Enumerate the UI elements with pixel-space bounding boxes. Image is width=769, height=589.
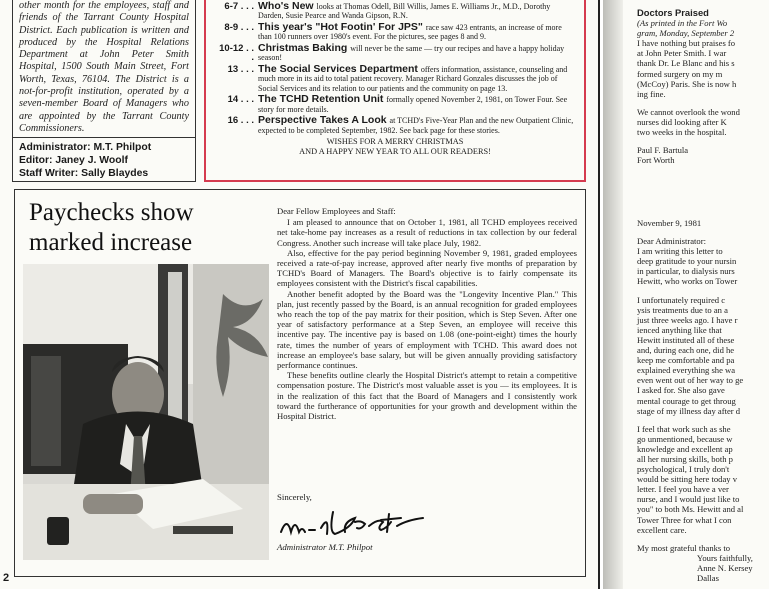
contents-item [214, 65, 576, 93]
administrator-photo [23, 264, 269, 560]
contents-item-body [258, 2, 576, 21]
letter-line: I unfortunately required c [637, 294, 726, 305]
letter-line: Hewitt, who works on Tower [637, 276, 738, 287]
letter-line: I asked for. She also gave [637, 385, 725, 396]
letter-1-signature [637, 145, 769, 165]
greeting-line-2: AND A HAPPY NEW YEAR TO ALL OUR READERS! [299, 147, 491, 156]
contents-item-text: formally opened November 2, 1981, on Tower Four. See story for more details. [258, 95, 568, 114]
letter-line: thank Dr. Le Blanc and his s [637, 58, 735, 69]
letter-line: letter. I feel you have a ver [637, 484, 729, 495]
contents-item-text: will never be the same — try our recipes and have a happy holiday season! [258, 44, 565, 63]
masthead-description: other month for the employees, staff and friends of the Tarrant County Hospital District. Each publication is written and produced by the Hospital Relations Department at John Peter Smith Hospital, 1500 South Main Street, Fort Worth, Texas, 76104. The District is a not-for-profit institution, operated by a seven-member Board of Managers who are appointed by the Tarrant County Commissioners. [19, 0, 189, 134]
letter-2-signature [637, 553, 769, 583]
letter-paragraph: Another benefit adopted by the Board was the "Longevity Incentive Plan." This plan, just recently passed by the Board, is an annual recognition for graded employees who reach the top of the pay matrix for their position, which is Step Seven. After one year of satisfactory performance at a Step Seven, an employee will receive this incentive pay. The incentive pay is based on 1.08 (one-point-eight) times the hourly rate, times the number of years of employment with TCHD. This award does not increase an employee's base salary, but will be given annually providing satisfactory performance continues. [277, 288, 577, 371]
letter-line: My most grateful thanks to [637, 542, 731, 553]
page-number: 2 [3, 572, 10, 584]
contents-item-pages: 6-7 . . . [224, 1, 254, 12]
contents-item-text: looks at Thomas Odell, Bill Willis, James E. Williams Jr., M.D., Dorothy Darden, Susie Pearce and Wanda Gipson, R.N. [258, 2, 551, 21]
letter-line: I feel that work such as she [637, 423, 731, 434]
letters-column-top [637, 8, 769, 165]
letter-line: all her nursing skills, both p [637, 453, 733, 464]
letter-line: in particular, to dialysis nurs [637, 266, 735, 277]
letter-2-date: November 9, 1981 [637, 218, 702, 228]
letter-line: Hewitt instituted all of these [637, 334, 735, 345]
office-photo-illustration [23, 264, 269, 560]
letter-line: would be sitting here today v [637, 474, 738, 485]
letter-line: just three weeks ago. I have r [637, 314, 738, 325]
letter-paragraph: Also, effective for the pay period beginning November 9, 1981, graded employees received a rate-of-pay increase, approved after nearly five months of preparation by TCHD's Board of Managers. The Board's objective is to fairly compensate its employees consistent with the District's fiscal capabilities. [277, 247, 577, 289]
staff-credits [13, 137, 195, 183]
contents-item-text: offers information, assistance, counseling and much more in its aid to total patient recovery. Manager Richard Gonzales discusses the job of Social Services and its relation to our patients and the community on page 13. [258, 65, 568, 93]
letter-line: ysis treatments due to an a [637, 304, 728, 315]
staff-writer-credit: Staff Writer: Sally Blaydes [19, 168, 149, 179]
letter-line: mental courage to get throug [637, 395, 736, 406]
source-line: (As printed in the Fort Wo [637, 18, 728, 29]
contents-item [214, 95, 576, 114]
facing-page [623, 0, 769, 589]
contents-item-pages: 13 . . . [227, 64, 254, 75]
letter-line: nurse, and I would just like to [637, 494, 740, 505]
letter-line: ing fine. [637, 88, 666, 99]
letter-line: at John Peter Smith. I war [637, 48, 727, 59]
contents-item-pages: 16 . . . [227, 115, 254, 127]
contents-item-body [258, 116, 576, 135]
contents-item [214, 23, 576, 42]
source-line: gram, Monday, September 2 [637, 28, 735, 39]
letter-salutation: Dear Fellow Employees and Staff: [277, 206, 396, 216]
letter-line: We cannot overlook the wond [637, 106, 740, 117]
administrator-credit: Administrator: M.T. Philpot [19, 142, 152, 153]
article-box [14, 189, 586, 577]
contents-item-text: race saw 423 entrants, an increase of more than 100 runners over 1980's event. For the pictures, see pages 8 and 9. [258, 23, 562, 42]
signature-line: Dallas [697, 573, 719, 583]
signature-block [277, 492, 577, 552]
letter-paragraph: I am pleased to announce that on October 1, 1981, all TCHD employees received net take-home pay increases as a result of reductions in tax collection by our federal Congress. Another such increase will take place July, 1982. [277, 217, 577, 248]
contents-item-title: Who's New [258, 0, 317, 12]
doctors-praised-title: Doctors Praised [637, 7, 709, 18]
letter-line: deep gratitude to your nursin [637, 256, 737, 267]
contents-item-pages: 14 . . . [227, 94, 254, 106]
contents-item-pages: 10-12 . . . [219, 43, 254, 64]
letter-line: and, during each one, did he [637, 345, 735, 356]
contents-list [214, 2, 576, 135]
editor-credit: Editor: Janey J. Woolf [19, 155, 128, 166]
handwritten-signature [277, 506, 437, 540]
signature-line: Anne N. Kersey [697, 562, 753, 573]
letter-1-body [637, 38, 769, 99]
letter-line: go unmentioned, because w [637, 433, 733, 444]
contents-item-title: This year's "Hot Footin' For JPS" [258, 21, 426, 33]
letter-line: psychological, I truly don't [637, 464, 730, 475]
contents-item [214, 116, 576, 135]
letter-line: excellent care. [637, 524, 687, 535]
contents-item [214, 44, 576, 63]
book-spine [603, 0, 623, 589]
signature-line: Yours faithfully, [697, 552, 753, 563]
contents-item [214, 2, 576, 21]
letter-1-body-continued [637, 107, 769, 137]
signature-line: Paul F. Bartula [637, 145, 689, 156]
contents-item-text: at TCHD's Five-Year Plan and the new Outpatient Clinic, expected to be completed September, 1982. See back page for these stories. [258, 116, 574, 135]
letter-line: I have nothing but praises fo [637, 38, 736, 49]
letter-line: ienced anything like that [637, 324, 722, 335]
contents-item-pages: 8-9 . . . [224, 22, 254, 33]
letter-line: two weeks in the hospital. [637, 127, 727, 138]
masthead-box [12, 0, 196, 182]
letter-line: formed surgery on my m [637, 68, 723, 79]
letter-line: explained everything she wa [637, 365, 736, 376]
letter-line: (McCoy) Paris. She is now h [637, 78, 737, 89]
letter-line: I am writing this letter to [637, 246, 723, 257]
letter-line: nurses did looking after K [637, 116, 727, 127]
letter-line: stage of my illness day after d [637, 405, 741, 416]
contents-item-body [258, 65, 576, 93]
contents-item-title: The TCHD Retention Unit [258, 93, 387, 106]
contents-box [204, 0, 586, 182]
letter-line: Tower Three for what I con [637, 514, 732, 525]
contents-item-title: The Social Services Department [258, 63, 421, 75]
letter-closing: Sincerely, [277, 492, 312, 502]
letter-paragraph: These benefits outline clearly the Hospital District's attempt to retain a competitive compensation posture. The District's most valuable asset is you — its employees. It is in the realization of this fact that the Board of Managers and I consistently work toward the furtherance of opportunities for your growth and development within the Hospital District. [277, 370, 577, 422]
signature-caption: Administrator M.T. Philpot [277, 542, 373, 552]
letter-line: you" to both Ms. Hewitt and al [637, 504, 744, 515]
contents-item-title: Christmas Baking [258, 42, 351, 54]
letter-line: keep me comfortable and pa [637, 355, 735, 366]
contents-item-title: Perspective Takes A Look [258, 114, 390, 127]
signature-line: Fort Worth [637, 155, 675, 166]
letter-line: even went out of her way to ge [637, 375, 744, 386]
holiday-greeting [214, 137, 576, 156]
greeting-line-1: WISHES FOR A MERRY CHRISTMAS [326, 137, 464, 147]
contents-item-body [258, 44, 576, 63]
letters-column-bottom [637, 218, 769, 583]
letter-2-salutation: Dear Administrator: [637, 236, 706, 247]
letter-line: knowledge and excellent ap [637, 443, 733, 454]
article-letter [277, 206, 577, 421]
contents-item-body [258, 95, 576, 114]
article-headline: Paychecks show marked increase [29, 199, 194, 256]
contents-item-body [258, 23, 576, 42]
letter-2-body [637, 246, 769, 553]
